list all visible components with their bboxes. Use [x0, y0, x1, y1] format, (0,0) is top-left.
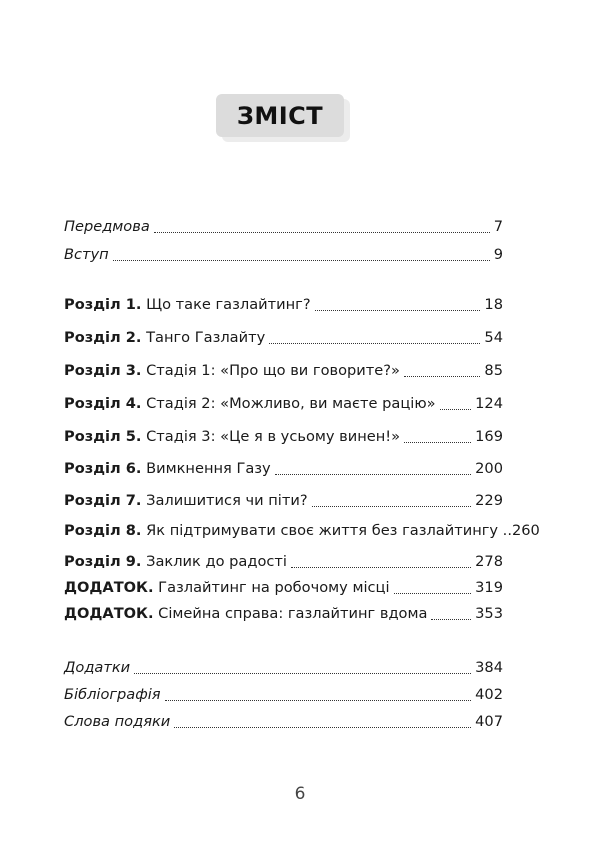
toc-entry-prefix: ДОДАТОК. — [64, 605, 154, 622]
toc-entry-prefix: Розділ 9. — [64, 553, 142, 570]
dot-leader — [431, 608, 471, 620]
toc-entry-introduction[interactable] — [64, 240, 503, 264]
toc-entry-label: Залишитися чи піти? — [146, 492, 308, 509]
toc-entry-page: 407 — [475, 713, 503, 730]
contents-heading: ЗМІСТ — [216, 94, 344, 137]
dot-leader — [404, 431, 471, 443]
toc-entry-prefix: Розділ 7. — [64, 492, 142, 509]
toc-entry-page: 384 — [475, 659, 503, 676]
toc-entry-label: Бібліографія — [64, 686, 161, 703]
toc-entry-label: Як підтримувати своє життя без газлайтингу .. — [146, 522, 512, 539]
dot-leader — [275, 463, 471, 475]
toc-entry-page: 85 — [484, 362, 503, 379]
dot-leader — [315, 299, 481, 311]
toc-entry-acknowledgements[interactable] — [64, 707, 503, 731]
toc-entry-page: 9 — [493, 246, 503, 263]
toc-entry-prefix: Розділ 6. — [64, 460, 142, 477]
toc-entry-appendices[interactable] — [64, 653, 503, 677]
toc-entry-chapter-3[interactable] — [64, 356, 503, 380]
toc-entry-page: 260 — [511, 522, 540, 539]
toc-entry-page: 402 — [475, 686, 503, 703]
dot-leader — [174, 716, 471, 728]
dot-leader — [113, 249, 490, 261]
toc-entry-appendix-work[interactable] — [64, 573, 503, 597]
toc-entry-prefix: Розділ 5. — [64, 428, 142, 445]
toc-entry-label: Стадія 1: «Про що ви говорите?» — [146, 362, 400, 379]
toc-entry-label: Сімейна справа: газлайтинг вдома — [158, 605, 428, 622]
toc-entry-chapter-4[interactable] — [64, 389, 503, 413]
toc-entry-prefix: ДОДАТОК. — [64, 579, 154, 596]
toc-entry-chapter-8[interactable] — [64, 516, 540, 540]
toc-entry-chapter-2[interactable] — [64, 323, 503, 347]
toc-entry-label: Танго Газлайту — [146, 329, 266, 346]
toc-entry-label: Вступ — [64, 246, 109, 263]
toc-entry-prefix: Розділ 3. — [64, 362, 142, 379]
toc-entry-page: 169 — [475, 428, 503, 445]
toc-entry-page: 54 — [484, 329, 503, 346]
toc-entry-page: 124 — [475, 395, 503, 412]
toc-entry-prefix: Розділ 4. — [64, 395, 142, 412]
toc-entry-page: 229 — [475, 492, 503, 509]
toc-entry-page: 7 — [493, 218, 503, 235]
toc-entry-label: Додатки — [64, 659, 131, 676]
toc-entry-label: Стадія 2: «Можливо, ви маєте рацію» — [146, 395, 436, 412]
dot-leader — [154, 221, 490, 233]
toc-entry-page: 200 — [475, 460, 503, 477]
toc-entry-page: 353 — [475, 605, 503, 622]
toc-entry-chapter-9[interactable] — [64, 547, 503, 571]
dot-leader — [312, 495, 472, 507]
toc-entry-prefix: Розділ 2. — [64, 329, 142, 346]
toc-entry-bibliography[interactable] — [64, 680, 503, 704]
toc-entry-label: Заклик до радості — [146, 553, 287, 570]
dot-leader — [269, 332, 480, 344]
toc-entry-chapter-5[interactable] — [64, 422, 503, 446]
dot-leader — [291, 556, 471, 568]
dot-leader — [134, 662, 471, 674]
page-number: 6 — [294, 784, 306, 804]
toc-entry-page: 319 — [475, 579, 503, 596]
toc-entry-chapter-7[interactable] — [64, 486, 503, 510]
toc-entry-label: Вимкнення Газу — [146, 460, 271, 477]
toc-entry-label: Газлайтинг на робочому місці — [158, 579, 390, 596]
toc-entry-chapter-6[interactable] — [64, 454, 503, 478]
dot-leader — [440, 398, 472, 410]
toc-entry-appendix-family[interactable] — [64, 599, 503, 623]
toc-entry-foreword[interactable] — [64, 212, 503, 236]
toc-entry-chapter-1[interactable] — [64, 290, 503, 314]
dot-leader — [165, 689, 472, 701]
toc-entry-prefix: Розділ 8. — [64, 522, 142, 539]
dot-leader — [404, 365, 480, 377]
toc-entry-label: Слова подяки — [64, 713, 171, 730]
dot-leader — [394, 582, 472, 594]
toc-entry-label: Передмова — [64, 218, 150, 235]
toc-entry-prefix: Розділ 1. — [64, 296, 142, 313]
toc-entry-label: Стадія 3: «Це я в усьому винен!» — [146, 428, 401, 445]
toc-entry-page: 18 — [484, 296, 503, 313]
toc-entry-label: Що таке газлайтинг? — [146, 296, 311, 313]
toc-entry-page: 278 — [475, 553, 503, 570]
